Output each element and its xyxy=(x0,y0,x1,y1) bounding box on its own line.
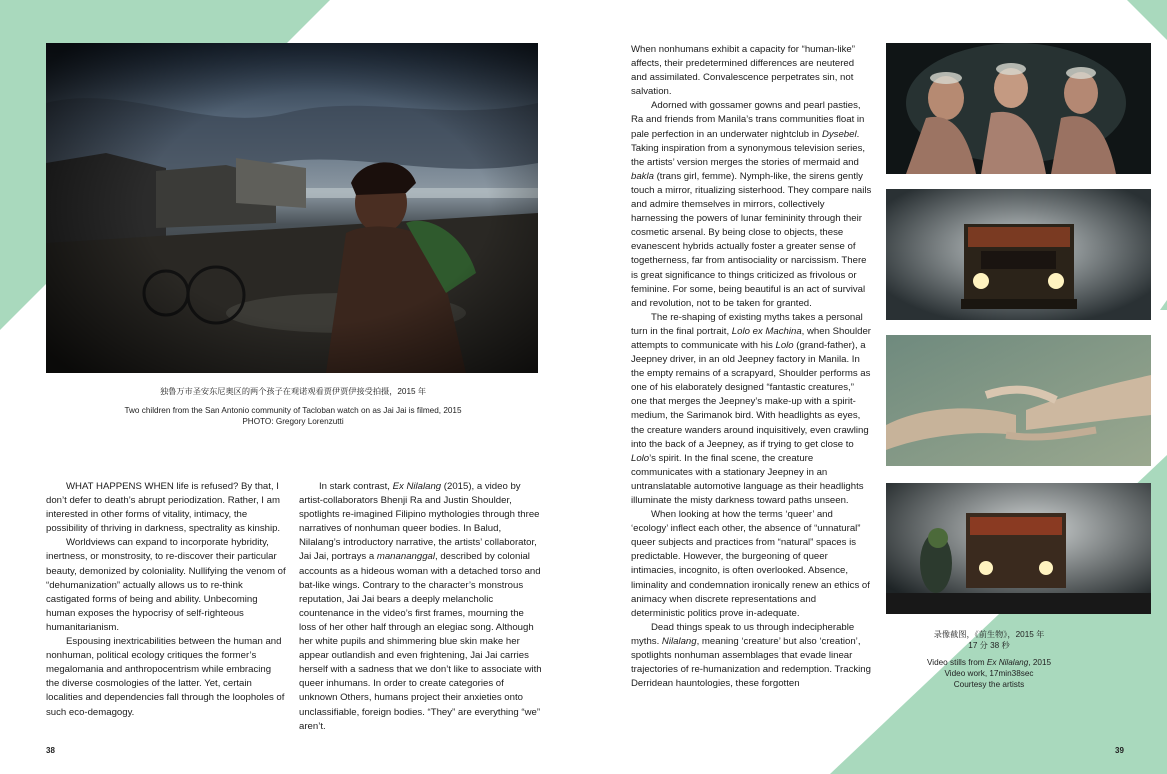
caption-chinese: 录像截图，《前生物》，2015 年 17 分 38 秒 xyxy=(933,630,1045,650)
caption-chinese: 独鲁万市圣安东尼奥区的两个孩子在观诺观看贾伊贾伊接受拍摄，2015 年 xyxy=(159,387,427,396)
paragraph: Worldviews can expand to incorporate hybridity, inertness, or monstrosity, to re-discover their particular beauty, demonized by coloniality. Nullifying the venom of “dehumanization” actually allows us to re-think castigated forms of being and ability. Unbecoming human exposes the hypocrisy of self-righteous humanitarianism. xyxy=(46,537,286,633)
paragraph: In stark contrast, Ex Nilalang (2015), a video by artist-collaborators Bhenji Ra and Justin Shoulder, spotlights re-imagined Filipino mythologies through three narratives of nonhuman queer bodies. In Balud, Nilalang’s introductory narrative, the artists’ collaborator, Jai Jai, portrays a manananggal, described by colonial accounts as a hideous woman with a detached torso and bat-like wings. Contrary to the character’s monstrous reputation, Jai Jai bears a deeply melancholic countenance in the video’s first frames, mourning the loss of her other half through an elegiac song. Although her white pupils and shimmering blue skin make her appear outlandish and even frightening, Jai Jai carries herself with a sadness that we don’t like to associate with queer inhumans. In order to create categories of unknown Others, humans project their anxieties onto unclassifiable, foreign bodies. “They” are everything “we” aren’t. xyxy=(299,481,542,732)
caption-english: Video stills from Ex Nilalang, 2015 xyxy=(926,658,1052,667)
caption-english: Two children from the San Antonio community of Tacloban watch on as Jai Jai is filmed, 2015 xyxy=(124,406,462,415)
paragraph: The re-shaping of existing myths takes a personal turn in the final portrait, Lolo ex Machina, when Shoulder attempts to communicate with his Lolo (grand-father), a Jeepney driver, in an old Jeepney factory in Manila. In the empty remains of a scrapyard, Shoulder performs as one of his elaborately designed “fantastic creatures,” one that merges the Jeepney’s make-up with a spirit-medium, the Sarimanok bird. With headlights as eyes, the creature wanders around inquisitively, even crawling into the back of a Jeepney, as if trying to get close to Lolo’s spirit. In the final scene, the creature communicates with a stationary Jeepney in an untranslatable automotive language as their headlights illuminate the misty darkness toward paths unseen. xyxy=(631,311,872,506)
article-column-1 xyxy=(46,480,286,720)
caption-courtesy: Courtesy the artists xyxy=(953,680,1025,689)
main-photo-caption xyxy=(120,386,466,427)
video-stills-caption xyxy=(904,629,1074,690)
paragraph: When looking at how the terms ‘queer’ and ‘ecology’ inflect each other, the absence of “unnatural” queer subjects and practices from “natural” spaces is predictable. However, the burgeoning of queer intimacies, incognito, is often overlooked. Absence, liminality and condemnation ironically renew an ethics of animacy when discrete representations and deterministic politics prove in-adequate. xyxy=(631,509,870,619)
paragraph: Adorned with gossamer gowns and pearl pasties, Ra and friends from Manila’s trans communities float in pale perfection in an underwater nightclub in Dysebel. Taking inspiration from a synonymous television series, the artists’ version merges the stories of mermaid and bakla (trans girl, femme). Nymph-like, the sirens gently touch a mirror, ritualizing sisterhood. They compare nails and admire themselves in mirrors, collectively harnessing the powers of lunar femininity through their cosmetic arsenal. By being close to objects, these evanescent hybrids actually foster a greater sense of togetherness, far from antisociality or narcissism. There is great significance to things criticized as frivolous or feminine. For some, being beautiful is an act of survival and revolution, not to be taken for granted. xyxy=(631,100,872,309)
paragraph: Espousing inextricabilities between the human and nonhuman, political ecology critiques the former’s megalomania and anthropocentrism while embracing the diverse cosmologies of the latter. Yet, certain localities and dependencies fall through the loopholes of such eco-demagogy. xyxy=(46,636,285,718)
paragraph: When nonhumans exhibit a capacity for “human-like” affects, their predetermined differences are neutered and assimilated. Convalescence perpetrates sin, not salvation. xyxy=(631,44,855,98)
article-column-3 xyxy=(631,43,872,691)
main-photo-children-tacloban xyxy=(46,43,538,373)
paragraph: WHAT HAPPENS WHEN life is refused? By that, I don’t defer to death’s abrupt periodization. Rather, I am interested in other forms of vitality, intimacy, the possibility of thriving in darkness, spectrality as kinship. xyxy=(46,481,281,535)
page-number-right: 39 xyxy=(1115,746,1124,755)
video-still-jeepney-headlights xyxy=(886,189,1151,320)
paragraph: Dead things speak to us through indecipherable myths. Nilalang, meaning ‘creature’ but also ‘creation’, spotlights nonhuman assemblages that evade linear trajectories of re-humanization and redemption. Tracking Derridean hauntologies, these forgotten xyxy=(631,621,871,690)
page-number-left: 38 xyxy=(46,746,55,755)
video-still-hands-mirror xyxy=(886,335,1151,466)
photo-credit: PHOTO: Gregory Lorenzutti xyxy=(242,417,344,426)
article-column-2 xyxy=(299,480,542,734)
video-still-dysebel xyxy=(886,43,1151,174)
caption-video-duration: Video work, 17min38sec xyxy=(944,669,1034,678)
video-still-creature-jeepney xyxy=(886,483,1151,614)
